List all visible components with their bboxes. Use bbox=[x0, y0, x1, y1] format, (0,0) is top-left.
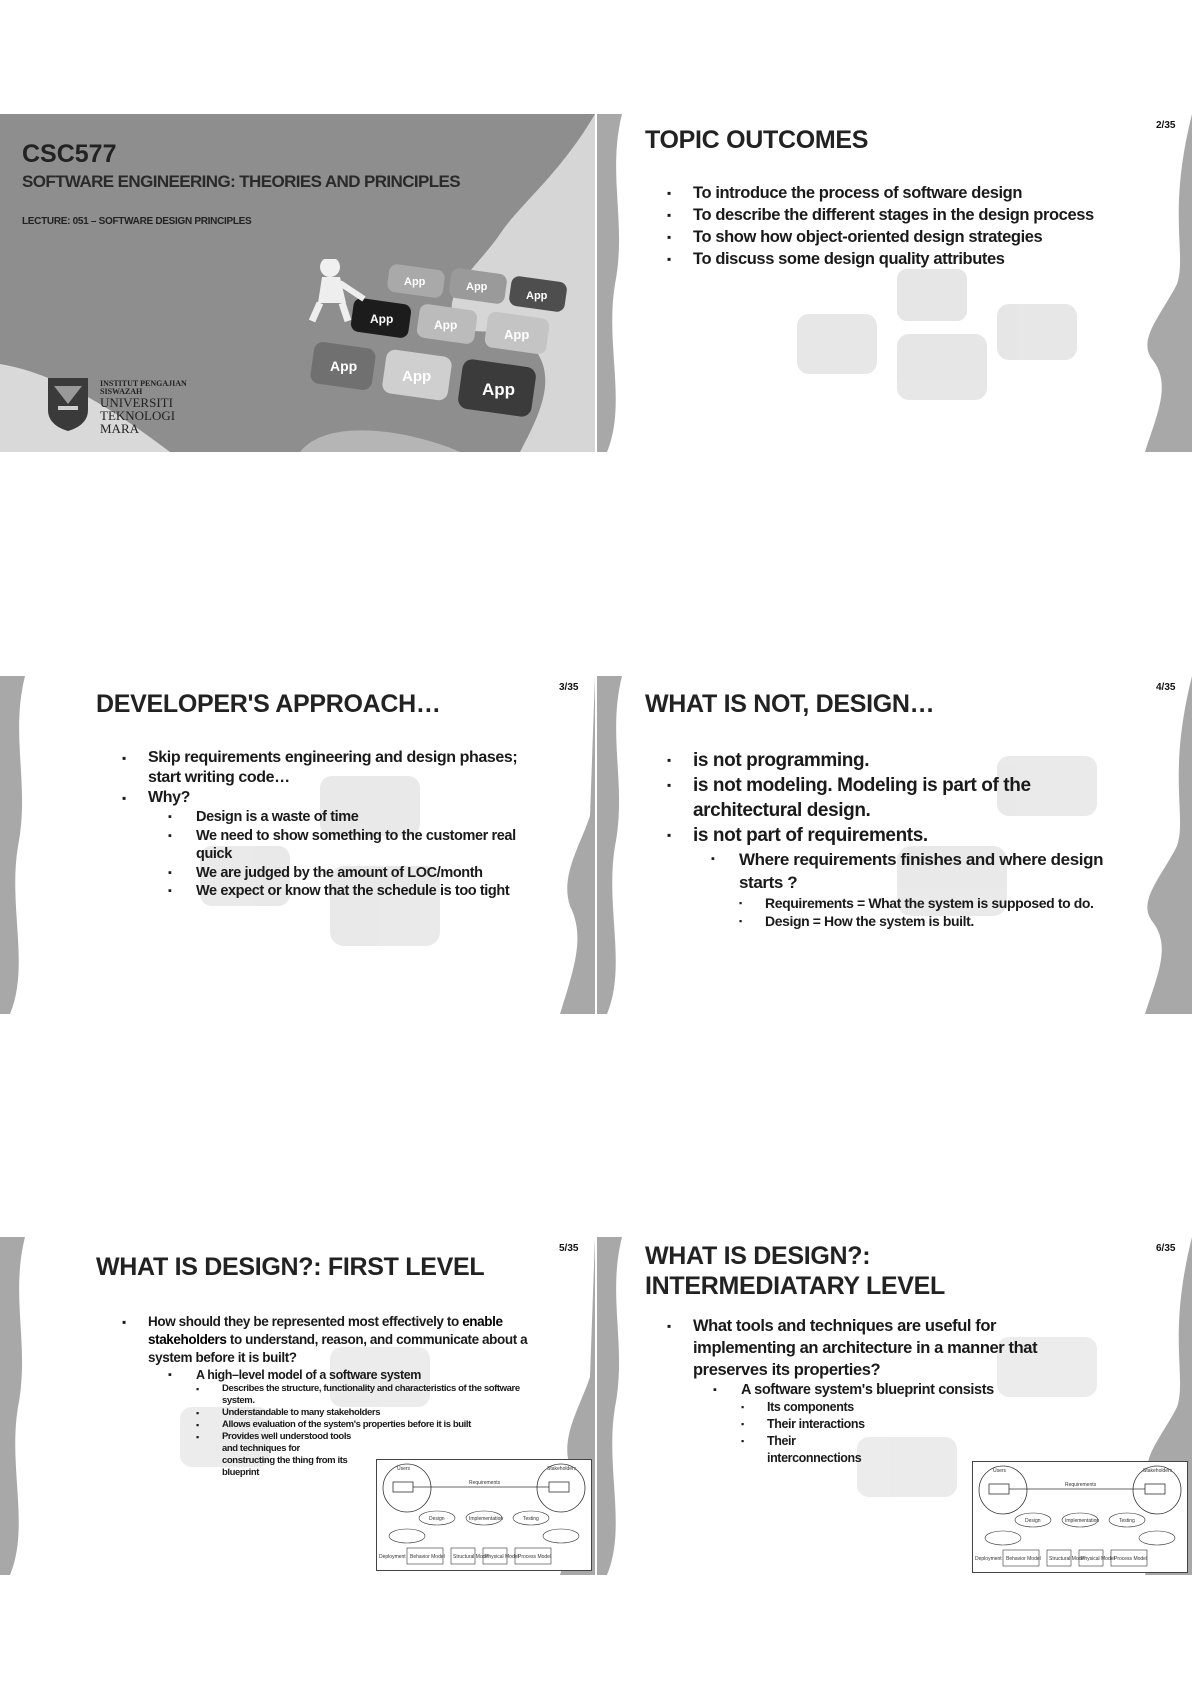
svg-text:Structural Model: Structural Model bbox=[1049, 1556, 1086, 1562]
slide-3-developers-approach bbox=[0, 676, 595, 1014]
list-item: ▪ We need to show something to the customer real quick bbox=[168, 827, 540, 864]
list-item: ▪ We are judged by the amount of LOC/month bbox=[168, 864, 540, 883]
svg-text:App: App bbox=[370, 312, 394, 326]
slide-2-topic-outcomes bbox=[597, 114, 1192, 452]
intermediate-list bbox=[665, 1315, 1085, 1467]
architecture-diagram bbox=[376, 1459, 592, 1571]
list-item: ▪ is not modeling. Modeling is part of the architectural design. bbox=[665, 773, 1135, 823]
course-code: CSC577 bbox=[22, 140, 117, 168]
university-logo-icon bbox=[44, 376, 92, 432]
slide-background-watermark bbox=[597, 114, 1192, 452]
svg-text:Users: Users bbox=[993, 1468, 1007, 1474]
list-item: ▪ Their interactions bbox=[741, 1416, 881, 1433]
list-item: ▪ To discuss some design quality attributes bbox=[665, 248, 1185, 270]
course-title: SOFTWARE ENGINEERING: THEORIES AND PRINCIPLES bbox=[22, 172, 461, 191]
list-item: ▪ To show how object-oriented design strategies bbox=[665, 226, 1185, 248]
svg-text:App: App bbox=[504, 327, 530, 342]
list-item: ▪ Provides well understood tools and techniques for constructing the thing from its blueprint bbox=[196, 1431, 352, 1479]
slide-title: TOPIC OUTCOMES bbox=[645, 126, 869, 154]
svg-text:Process Model: Process Model bbox=[1114, 1556, 1148, 1562]
list-item: ▪ To describe the different stages in the design process bbox=[665, 204, 1185, 226]
lecture-title: LECTURE: 051 – SOFTWARE DESIGN PRINCIPLES bbox=[22, 216, 252, 227]
list-item: ▪ To introduce the process of software design bbox=[665, 182, 1185, 204]
list-item: ▪ A high–level model of a software system ▪ Describes the structure, functionality and characteristics of the software system. ▪ Understandable to many stakeholders ▪ Allows evaluation of the system's properties before it is built ▪ Provides well understood tools and techniques for constructing the thing from its blueprint bbox=[168, 1367, 550, 1479]
architecture-diagram bbox=[972, 1461, 1188, 1573]
svg-text:Implementation: Implementation bbox=[469, 1516, 504, 1522]
list-item: ▪ Allows evaluation of the system's properties before it is built bbox=[196, 1419, 550, 1431]
svg-text:Physical Model: Physical Model bbox=[1081, 1556, 1115, 1562]
slide-title: WHAT IS DESIGN?: FIRST LEVEL bbox=[96, 1253, 485, 1281]
svg-text:App: App bbox=[404, 276, 426, 288]
university-name: INSTITUT PENGAJIAN SISWAZAH UNIVERSITI TEKNOLOGI MARA bbox=[100, 379, 187, 436]
page-number: 2/35 bbox=[1156, 120, 1176, 131]
slide-6-design-intermediate-level bbox=[597, 1237, 1192, 1575]
svg-text:App: App bbox=[402, 368, 432, 385]
slide-4-what-is-not-design bbox=[597, 676, 1192, 1014]
list-item: ▪ is not programming. bbox=[665, 748, 1135, 773]
list-item: ▪ Why? ▪ Design is a waste of time ▪ We need to show something to the customer real quick ▪ We are judged by the amount of LOC/month ▪ We expect or know that the schedule is too tight bbox=[120, 788, 540, 901]
slide-title: WHAT IS NOT, DESIGN… bbox=[645, 690, 935, 718]
svg-text:App: App bbox=[482, 380, 516, 399]
svg-text:Stakeholders: Stakeholders bbox=[547, 1466, 577, 1472]
outcomes-list bbox=[665, 182, 1185, 270]
first-level-list bbox=[120, 1313, 550, 1479]
page-number: 6/35 bbox=[1156, 1243, 1176, 1254]
list-item: ▪ Where requirements finishes and where design starts ? ▪ Requirements = What the system is supposed to do. ▪ Design = How the system is built. bbox=[711, 848, 1135, 930]
list-item: ▪ What tools and techniques are useful for implementing an architecture in a manner that preserves its properties? ▪ A software system's blueprint consists ▪ Its components ▪ Their interactions ▪ Their interconnections bbox=[665, 1315, 1085, 1467]
svg-text:Testing: Testing bbox=[523, 1516, 539, 1522]
svg-text:Deployment: Deployment bbox=[379, 1554, 406, 1560]
svg-text:Stakeholders: Stakeholders bbox=[1143, 1468, 1173, 1474]
list-item: ▪ Design is a waste of time bbox=[168, 808, 540, 827]
list-item: ▪ Understandable to many stakeholders bbox=[196, 1407, 550, 1419]
svg-text:App: App bbox=[330, 358, 358, 374]
page-number: 3/35 bbox=[559, 682, 579, 693]
list-item: ▪ Requirements = What the system is supposed to do. bbox=[739, 894, 1135, 912]
svg-text:Deployment: Deployment bbox=[975, 1556, 1002, 1562]
page-number: 4/35 bbox=[1156, 682, 1176, 693]
list-item: ▪ How should they be represented most effectively to enable stakeholders to understand, reason, and communicate about a system before it is built? ▪ A high–level model of a software system ▪ Describes the structure, functionality and characteristics of the software system. ▪ Understandable to many stakeholders ▪ Allows evaluation of the system's properties before it is built ▪ Provides well understood tools and techniques for constructing the thing from its blueprint bbox=[120, 1313, 550, 1479]
svg-text:Behavior Model: Behavior Model bbox=[410, 1554, 445, 1560]
list-item: ▪ Its components bbox=[741, 1399, 881, 1416]
list-item: ▪ We expect or know that the schedule is too tight bbox=[168, 882, 540, 901]
list-item: ▪ Design = How the system is built. bbox=[739, 912, 1135, 930]
svg-text:Process Model: Process Model bbox=[518, 1554, 552, 1560]
svg-text:App: App bbox=[526, 290, 548, 302]
approach-list bbox=[120, 748, 540, 901]
svg-text:Implementation: Implementation bbox=[1065, 1518, 1100, 1524]
svg-text:App: App bbox=[434, 318, 458, 332]
svg-text:Design: Design bbox=[1025, 1518, 1041, 1524]
list-item: ▪ A software system's blueprint consists ▪ Its components ▪ Their interactions ▪ Their interconnections bbox=[713, 1381, 1085, 1467]
slide-title: WHAT IS DESIGN?: INTERMEDIATARY LEVEL bbox=[645, 1242, 946, 1300]
list-item: ▪ Describes the structure, functionality and characteristics of the software system. bbox=[196, 1383, 550, 1407]
svg-text:Behavior Model: Behavior Model bbox=[1006, 1556, 1041, 1562]
svg-text:Design: Design bbox=[429, 1516, 445, 1522]
app-keys-illustration bbox=[300, 259, 580, 449]
page-number: 5/35 bbox=[559, 1243, 579, 1254]
svg-text:Users: Users bbox=[397, 1466, 411, 1472]
svg-text:Requirements: Requirements bbox=[1065, 1482, 1097, 1488]
list-item: ▪ Their interconnections bbox=[741, 1433, 881, 1467]
not-design-list bbox=[665, 748, 1135, 930]
svg-text:Physical Model: Physical Model bbox=[485, 1554, 519, 1560]
svg-text:Structural Model: Structural Model bbox=[453, 1554, 490, 1560]
svg-text:Requirements: Requirements bbox=[469, 1480, 501, 1486]
reasons-list bbox=[168, 808, 540, 901]
svg-text:App: App bbox=[466, 281, 488, 293]
slide-1-title bbox=[0, 114, 595, 452]
slide-title: DEVELOPER'S APPROACH… bbox=[96, 690, 441, 718]
slide-5-design-first-level bbox=[0, 1237, 595, 1575]
list-item: ▪ Skip requirements engineering and design phases; start writing code… bbox=[120, 748, 540, 788]
list-item: ▪ is not part of requirements. ▪ Where requirements finishes and where design starts ? ▪ Requirements = What the system is supposed to do. ▪ Design = How the system is built. bbox=[665, 823, 1135, 930]
svg-text:Testing: Testing bbox=[1119, 1518, 1135, 1524]
